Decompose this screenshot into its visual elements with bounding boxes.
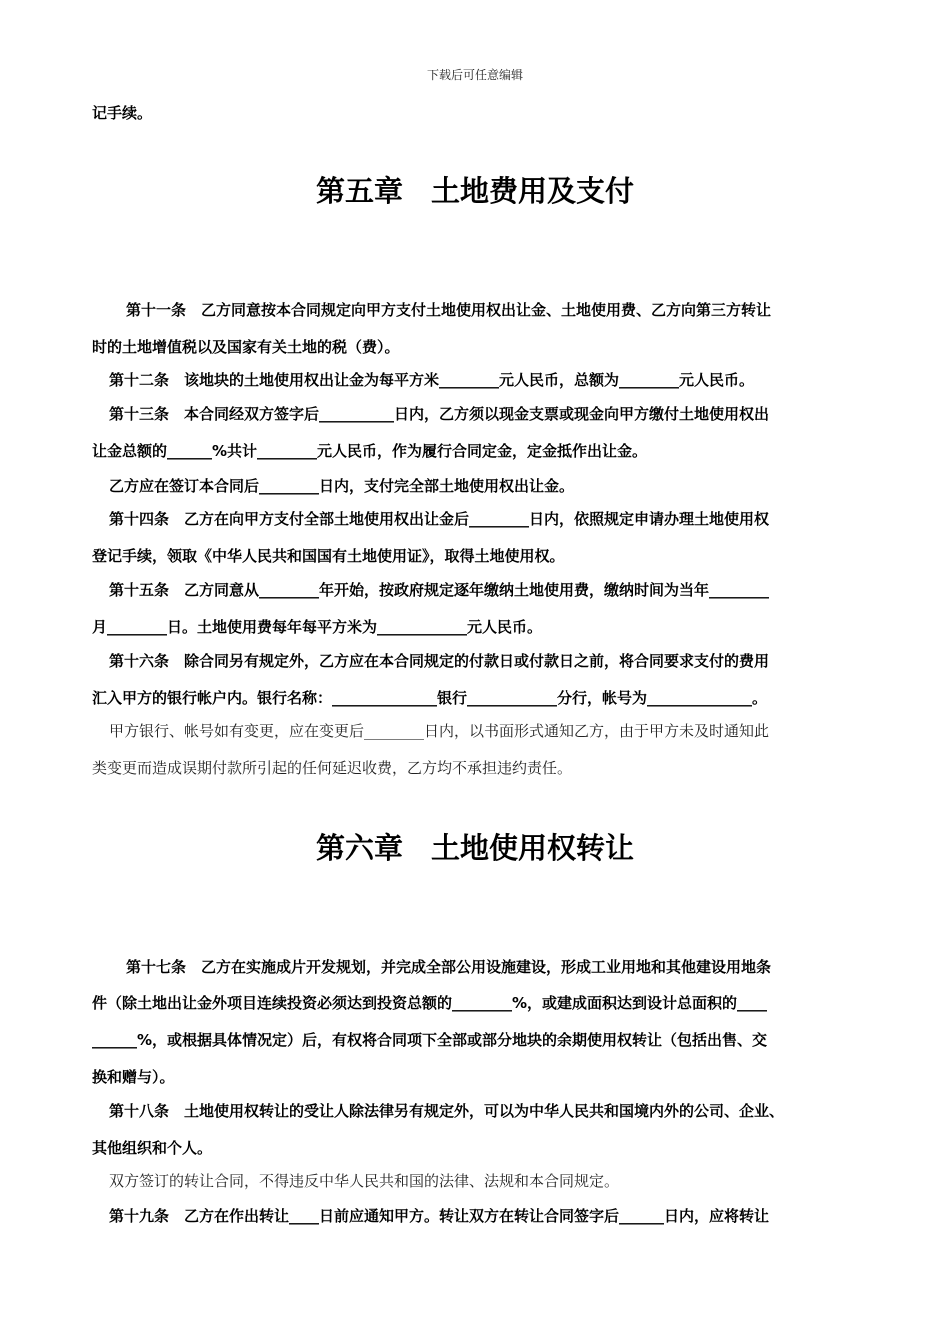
chapter-title: 土地费用及支付 — [431, 174, 635, 208]
chapter-heading — [0, 173, 950, 209]
article-17-line-2: 件（除土地出让金外项目连续投资必须达到投资总额的________%，或建成面积达到设计总面积的____ — [92, 994, 768, 1012]
chapter-number: 第六章 — [315, 831, 403, 865]
article-13-line-2: 让金总额的______%共计________元人民币，作为履行合同定金，定金抵作出让金。 — [92, 442, 648, 460]
article-17-line-3: ______%，或根据具体情况定）后，有权将合同项下全部或部分地块的余期使用权转让（包括出售、交 — [92, 1031, 768, 1049]
article-18-line-3: 双方签订的转让合同，不得违反中华人民共和国的法律、法规和本合同规定。 — [109, 1172, 620, 1190]
article-17-line-1: 第十七条 乙方在实施成片开发规划，并完成全部公用设施建设，形成工业用地和其他建设用地条 — [126, 958, 772, 976]
page-header: 下载后可任意编辑 — [426, 68, 523, 82]
chapter-heading — [0, 830, 950, 866]
article-13-line-3: 乙方应在签订本合同后________日内，支付完全部土地使用权出让金。 — [109, 477, 575, 495]
article-17-line-4: 换和赠与）。 — [92, 1068, 175, 1086]
chapter-title: 土地使用权转让 — [431, 831, 635, 865]
article-11-line-1: 第十一条 乙方同意按本合同规定向甲方支付土地使用权出让金、土地使用费、乙方向第三方转让 — [126, 301, 772, 319]
article-16-line-2: 汇入甲方的银行帐户内。银行名称：______________银行____________分行，帐号为______________。 — [92, 689, 768, 707]
article-13-line-1: 第十三条 本合同经双方签字后__________日内，乙方须以现金支票或现金向甲方缴付土地使用权出 — [109, 405, 770, 423]
article-16-line-4: 类变更而造成误期付款所引起的任何延迟收费，乙方均不承担违约责任。 — [92, 759, 573, 777]
article-16-line-3: 甲方银行、帐号如有变更，应在变更后________日内，以书面形式通知乙方，由于甲方未及时通知此 — [109, 722, 770, 740]
article-14-line-2: 登记手续，领取《中华人民共和国国有土地使用证》，取得土地使用权。 — [92, 547, 565, 565]
chapter-number: 第五章 — [315, 174, 403, 208]
article-11-line-2: 时的土地增值税以及国家有关土地的税（费）。 — [92, 338, 400, 356]
article-19-line-1: 第十九条 乙方在作出转让____日前应通知甲方。转让双方在转让合同签字后______日内，应将转让 — [109, 1207, 770, 1225]
paragraph-line: 记手续。 — [92, 104, 153, 122]
article-15-line-1: 第十五条 乙方同意从________年开始，按政府规定逐年缴纳土地使用费，缴纳时间为当年________ — [109, 581, 770, 599]
article-12-line: 第十二条 该地块的土地使用权出让金为每平方米________元人民币，总额为________元人民币。 — [109, 371, 755, 389]
article-16-line-1: 第十六条 除合同另有规定外，乙方应在本合同规定的付款日或付款日之前，将合同要求支付的费用 — [109, 652, 770, 670]
article-15-line-2: 月________日。土地使用费每年每平方米为____________元人民币。 — [92, 618, 543, 636]
article-14-line-1: 第十四条 乙方在向甲方支付全部土地使用权出让金后________日内，依照规定申请办理土地使用权 — [109, 510, 770, 528]
article-18-line-1: 第十八条 土地使用权转让的受让人除法律另有规定外，可以为中华人民共和国境内外的公司、企业、 — [109, 1102, 785, 1120]
article-18-line-2: 其他组织和个人。 — [92, 1139, 213, 1157]
